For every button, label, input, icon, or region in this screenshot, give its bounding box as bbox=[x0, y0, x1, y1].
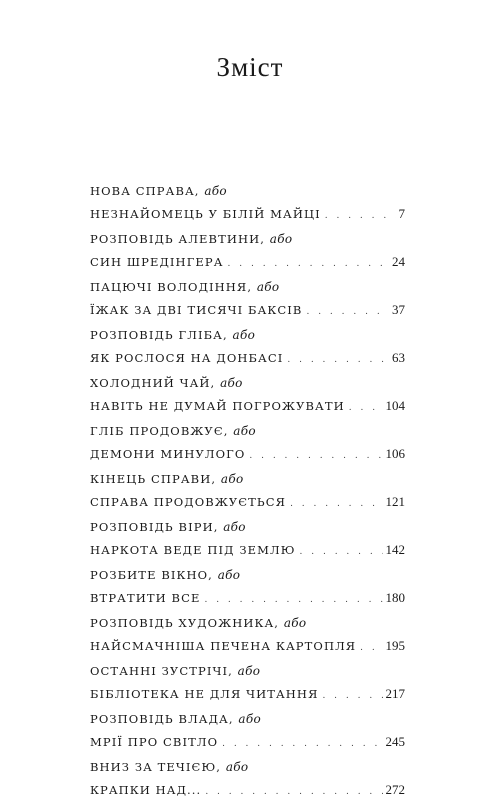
toc-entry[interactable] bbox=[90, 373, 405, 416]
toc-entry-conjunction: або bbox=[237, 664, 261, 678]
toc-entry-subtitle-row bbox=[90, 491, 405, 513]
toc-entry-conjunction: або bbox=[220, 376, 243, 390]
toc-entry[interactable] bbox=[90, 757, 405, 800]
toc-entry-subtitle: НАВІТЬ НЕ ДУМАЙ ПОГРОЖУВАТИ bbox=[90, 398, 345, 413]
page-number: 217 bbox=[385, 685, 405, 701]
toc-entry-title-text: ХОЛОДНИЙ ЧАЙ, bbox=[90, 376, 216, 390]
dot-leader bbox=[205, 782, 382, 801]
toc-entry-subtitle: НАРКОТА ВЕДЕ ПІД ЗЕМЛЮ bbox=[90, 542, 296, 557]
toc-entry[interactable] bbox=[90, 277, 405, 320]
toc-entry-title bbox=[90, 469, 405, 491]
toc-entry-title-text: КІНЕЦЬ СПРАВИ, bbox=[90, 472, 217, 486]
toc-entry-title bbox=[90, 757, 405, 779]
toc-entry-subtitle-row bbox=[90, 731, 405, 753]
toc-entry-title-text: НОВА СПРАВА, bbox=[90, 184, 200, 198]
toc-entry-subtitle: СИН ШРЕДІНГЕРА bbox=[90, 254, 224, 269]
toc-entry-title-text: РОЗПОВІДЬ ГЛІБА, bbox=[90, 328, 228, 342]
page-number: 195 bbox=[385, 637, 405, 653]
dot-leader bbox=[249, 446, 382, 465]
dot-leader bbox=[360, 638, 382, 657]
page-number: 106 bbox=[385, 445, 405, 461]
toc-entry-subtitle-row bbox=[90, 251, 405, 273]
toc-entry-subtitle: КРАПКИ НАД... bbox=[90, 782, 202, 797]
toc-entry-conjunction: або bbox=[217, 568, 241, 582]
dot-leader bbox=[287, 350, 389, 369]
toc-entry-subtitle: ДЕМОНИ МИНУЛОГО bbox=[90, 446, 246, 461]
toc-entry-title-text: РОЗПОВІДЬ ХУДОЖНИКА, bbox=[90, 616, 280, 630]
page-number: 272 bbox=[385, 781, 405, 797]
toc-entry-title bbox=[90, 517, 405, 539]
page-number: 7 bbox=[398, 205, 405, 221]
page-number: 37 bbox=[392, 301, 405, 317]
toc-entry[interactable] bbox=[90, 661, 405, 704]
toc-entry-subtitle-row bbox=[90, 683, 405, 705]
page-number: 245 bbox=[385, 733, 405, 749]
toc-entry-title bbox=[90, 613, 405, 635]
page-number: 104 bbox=[385, 397, 405, 413]
toc-entry-subtitle-row bbox=[90, 779, 405, 801]
dot-leader bbox=[228, 254, 389, 273]
toc-entry-subtitle-row bbox=[90, 443, 405, 465]
toc-entry-title bbox=[90, 373, 405, 395]
toc-entry[interactable] bbox=[90, 517, 405, 560]
toc-entry-title bbox=[90, 325, 405, 347]
toc-entry-title bbox=[90, 565, 405, 587]
page-number: 142 bbox=[385, 541, 405, 557]
page-number: 24 bbox=[392, 253, 405, 269]
page-number: 180 bbox=[385, 589, 405, 605]
dot-leader bbox=[290, 494, 382, 513]
toc-entry-subtitle: ЯК РОСЛОСЯ НА ДОНБАСІ bbox=[90, 350, 284, 365]
toc-entry-conjunction: або bbox=[220, 472, 244, 486]
toc-entry-conjunction: або bbox=[233, 424, 256, 438]
toc-entry-subtitle: ВТРАТИТИ ВСЕ bbox=[90, 590, 201, 605]
toc-entry-subtitle-row bbox=[90, 347, 405, 369]
toc-entry[interactable] bbox=[90, 181, 405, 224]
toc-entry[interactable] bbox=[90, 565, 405, 608]
toc-entry[interactable] bbox=[90, 229, 405, 272]
toc-entry-subtitle-row bbox=[90, 203, 405, 225]
dot-leader bbox=[300, 542, 383, 561]
table-of-contents bbox=[90, 181, 405, 805]
toc-entry-subtitle: БІБЛІОТЕКА НЕ ДЛЯ ЧИТАННЯ bbox=[90, 686, 319, 701]
toc-entry-subtitle-row bbox=[90, 635, 405, 657]
toc-entry-subtitle-row bbox=[90, 539, 405, 561]
dot-leader bbox=[222, 734, 382, 753]
toc-entry-title-text: РОЗПОВІДЬ ВЛАДА, bbox=[90, 712, 234, 726]
toc-entry-title-text: ОСТАННІ ЗУСТРІЧІ, bbox=[90, 664, 233, 678]
toc-entry-title-text: РОЗБИТЕ ВІКНО, bbox=[90, 568, 213, 582]
toc-entry-subtitle-row bbox=[90, 587, 405, 609]
page-number: 63 bbox=[392, 349, 405, 365]
toc-entry-conjunction: або bbox=[269, 232, 293, 246]
toc-entry-subtitle: МРІЇ ПРО СВІТЛО bbox=[90, 734, 219, 749]
toc-entry-conjunction: або bbox=[204, 184, 227, 198]
dot-leader bbox=[322, 686, 382, 705]
dot-leader bbox=[349, 398, 383, 417]
toc-entry[interactable] bbox=[90, 709, 405, 752]
dot-leader bbox=[204, 590, 382, 609]
toc-entry-subtitle: ЇЖАК ЗА ДВІ ТИСЯЧІ БАКСІВ bbox=[90, 302, 303, 317]
toc-entry-conjunction: або bbox=[256, 280, 280, 294]
toc-entry-subtitle: НАЙСМАЧНІША ПЕЧЕНА КАРТОПЛЯ bbox=[90, 638, 357, 653]
toc-entry-conjunction: або bbox=[238, 712, 261, 726]
toc-entry-title bbox=[90, 181, 405, 203]
toc-entry-title-text: ВНИЗ ЗА ТЕЧІЄЮ, bbox=[90, 760, 222, 774]
toc-entry[interactable] bbox=[90, 325, 405, 368]
toc-entry-subtitle: СПРАВА ПРОДОВЖУЄТЬСЯ bbox=[90, 494, 287, 509]
dot-leader bbox=[325, 206, 396, 225]
toc-entry-conjunction: або bbox=[283, 616, 307, 630]
toc-entry-title-text: РОЗПОВІДЬ ВІРИ, bbox=[90, 520, 219, 534]
toc-entry-title bbox=[90, 709, 405, 731]
toc-entry-title bbox=[90, 661, 405, 683]
toc-entry-title-text: ПАЦЮЧІ ВОЛОДІННЯ, bbox=[90, 280, 253, 294]
page-title: Зміст bbox=[216, 52, 284, 82]
dot-leader bbox=[306, 302, 389, 321]
page-number: 121 bbox=[385, 493, 405, 509]
toc-entry[interactable] bbox=[90, 421, 405, 464]
toc-entry-subtitle-row bbox=[90, 299, 405, 321]
toc-entry-title-text: РОЗПОВІДЬ АЛЕВТИНИ, bbox=[90, 232, 265, 246]
toc-entry[interactable] bbox=[90, 469, 405, 512]
toc-entry-conjunction: або bbox=[223, 520, 246, 534]
toc-entry-conjunction: або bbox=[232, 328, 256, 342]
toc-entry-subtitle: НЕЗНАЙОМЕЦЬ У БІЛІЙ МАЙЦІ bbox=[90, 206, 321, 221]
toc-entry-title bbox=[90, 229, 405, 251]
toc-entry-title bbox=[90, 421, 405, 443]
toc-entry-conjunction: або bbox=[225, 760, 249, 774]
toc-entry-title bbox=[90, 277, 405, 299]
toc-entry[interactable] bbox=[90, 613, 405, 656]
toc-entry-subtitle-row bbox=[90, 395, 405, 417]
toc-entry-title-text: ГЛІБ ПРОДОВЖУЄ, bbox=[90, 424, 229, 438]
